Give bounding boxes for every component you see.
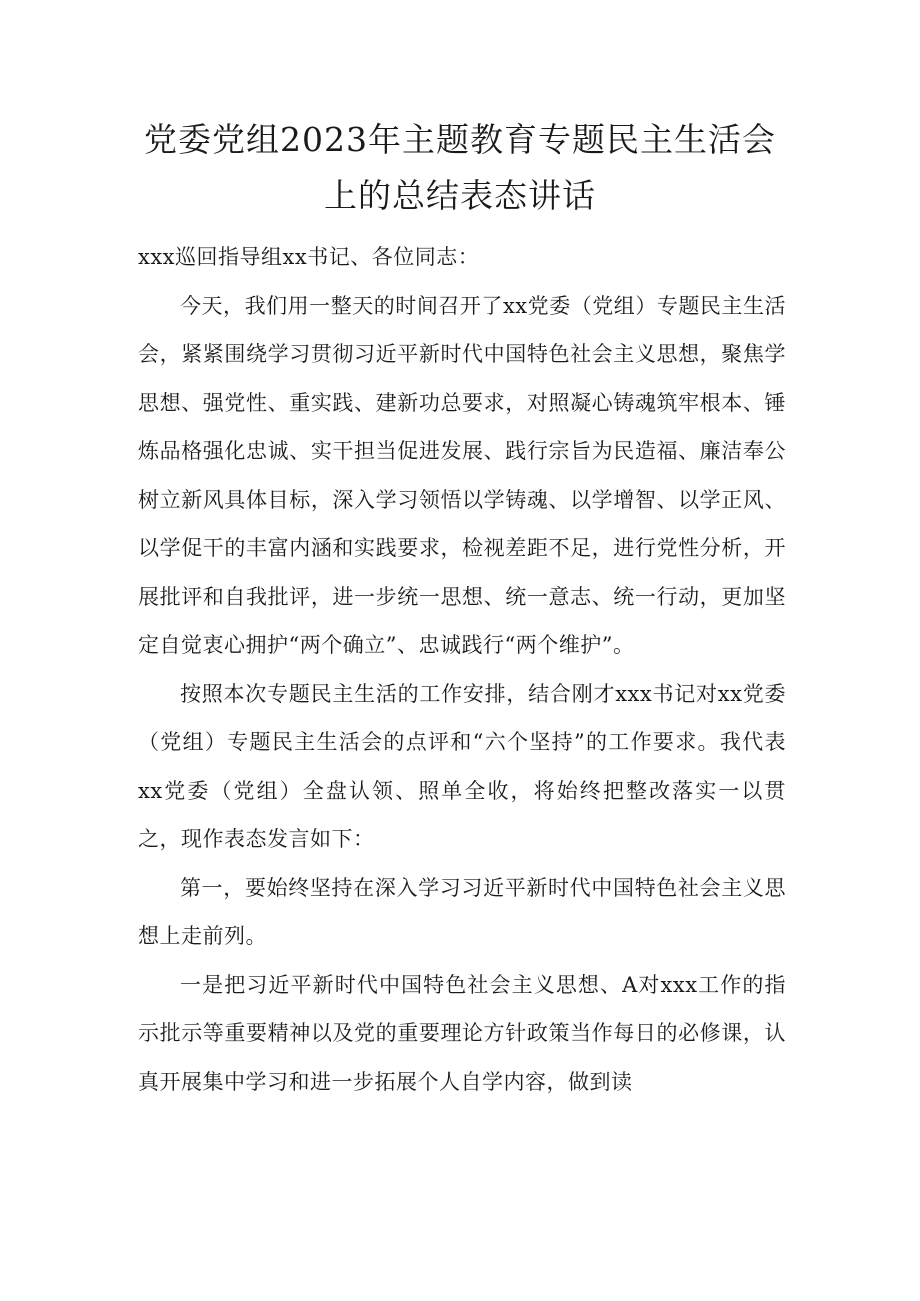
- paragraph-1: 今天，我们用一整天的时间召开了xx党委（党组）专题民主生活会，紧紧围绕学习贯彻习近平新时代中国特色社会主义思想，聚焦学思想、强党性、重实践、建新功总要求，对照凝心铸魂筑牢根本、锤炼品格强化忠诚、实干担当促进发展、践行宗旨为民造福、廉洁奉公树立新风具体目标，深入学习领悟以学铸魂、以学增智、以学正风、以学促干的丰富内涵和实践要求，检视差距不足，进行党性分析，开展批评和自我批评，进一步统一思想、统一意志、统一行动，更加坚定自觉衷心拥护“两个确立”、忠诚践行“两个维护”。: [138, 293, 786, 657]
- salutation: xxx巡回指导组xx书记、各位同志：: [138, 245, 480, 269]
- title-line-2: 上的总结表态讲话: [324, 176, 596, 215]
- paragraph-3: 第一，要始终坚持在深入学习习近平新时代中国特色社会主义思想上走前列。: [138, 875, 786, 948]
- paragraph-2: 按照本次专题民主生活的工作安排，结合刚才xxx书记对xx党委（党组）专题民主生活会的点评和“六个坚持”的工作要求。我代表xx党委（党组）全盘认领、照单全收，将始终把整改落实一以贯之，现作表态发言如下：: [138, 681, 786, 851]
- paragraph-4: 一是把习近平新时代中国特色社会主义思想、A对xxx工作的指示批示等重要精神以及党的重要理论方针政策当作每日的必修课，认真开展集中学习和进一步拓展个人自学内容，做到读: [138, 972, 786, 1094]
- title-line-1: 党委党组2023年主题教育专题民主生活会: [144, 120, 776, 159]
- document-body: [138, 233, 786, 1106]
- document-title: [120, 112, 800, 224]
